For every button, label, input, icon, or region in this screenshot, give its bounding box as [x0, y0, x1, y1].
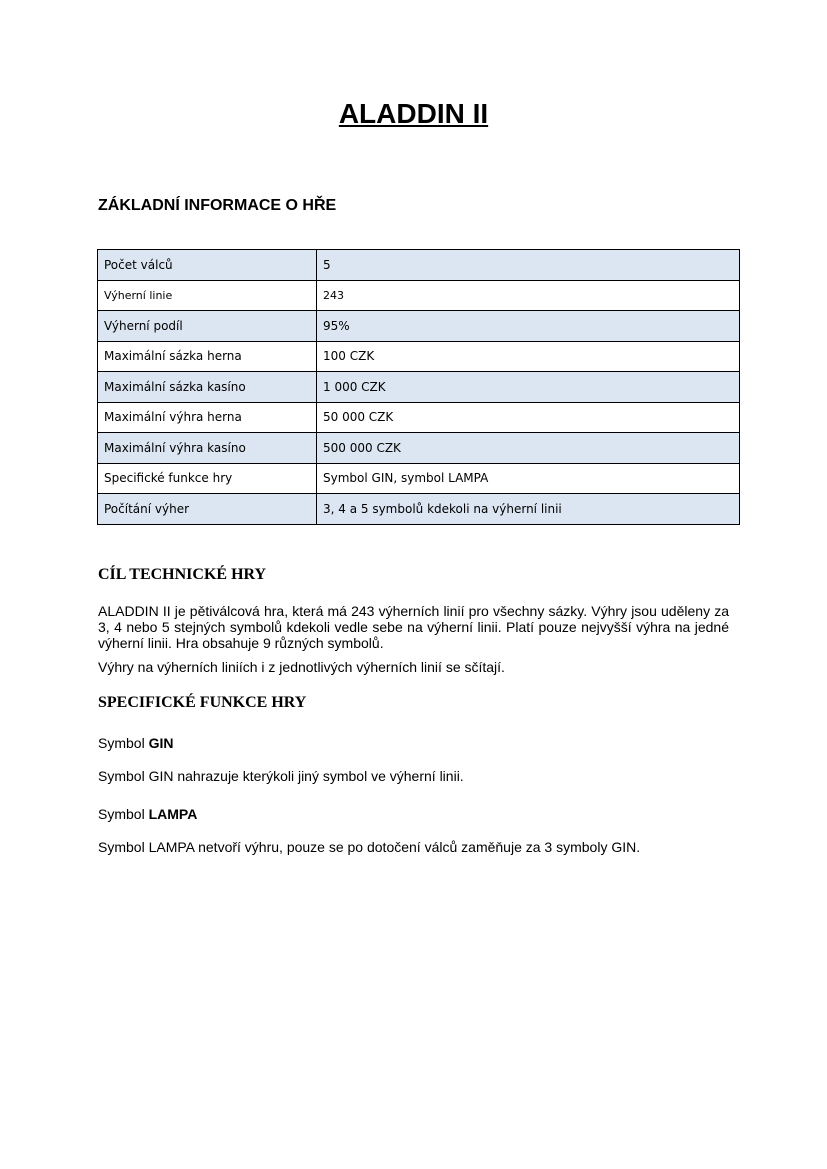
- gin-name: GIN: [148, 735, 174, 751]
- section-heading-features: SPECIFICKÉ FUNKCE HRY: [98, 694, 307, 711]
- section-heading-goal: CÍL TECHNICKÉ HRY: [98, 566, 267, 583]
- row-value: 95%: [317, 311, 740, 342]
- row-value: 243: [317, 280, 740, 311]
- row-label: Počet válců: [98, 250, 317, 281]
- lampa-heading: [98, 806, 729, 822]
- row-value: Symbol GIN, symbol LAMPA: [317, 463, 740, 494]
- info-table: [97, 249, 740, 525]
- lampa-name: LAMPA: [148, 806, 198, 822]
- gin-description: Symbol GIN nahrazuje kterýkoli jiný symbol ve výherní linii.: [98, 768, 464, 784]
- row-value: 500 000 CZK: [317, 433, 740, 464]
- goal-paragraph: ALADDIN II je pětiválcová hra, která má 243 výherních linií pro všechny sázky. Výhry jsou uděleny za 3, 4 nebo 5 stejných symbolů kdekoli vedle sebe na výherní linii. Platí pouze nejvyšší výhra na jedné výherní linii. Hra obsahuje 9 různých symbolů.: [98, 603, 729, 651]
- lampa-description: Symbol LAMPA netvoří výhru, pouze se po dotočení válců zaměňuje za 3 symboly GIN.: [98, 839, 641, 855]
- lampa-prefix: Symbol: [98, 806, 149, 822]
- row-label: Maximální výhra herna: [98, 402, 317, 433]
- gin-prefix: Symbol: [98, 735, 149, 751]
- row-label: Specifické funkce hry: [98, 463, 317, 494]
- table-row: [98, 311, 740, 342]
- row-label: Výherní podíl: [98, 311, 317, 342]
- table-row: [98, 494, 740, 525]
- table-row: [98, 341, 740, 372]
- row-value: 100 CZK: [317, 341, 740, 372]
- table-row: [98, 433, 740, 464]
- section-heading-basic-info: ZÁKLADNÍ INFORMACE O HŘE: [98, 197, 337, 214]
- page-title: ALADDIN II: [338, 98, 489, 129]
- table-row: [98, 463, 740, 494]
- gin-heading: [98, 735, 729, 751]
- table-row: [98, 250, 740, 281]
- table-row: [98, 280, 740, 311]
- row-label: Maximální sázka kasíno: [98, 372, 317, 403]
- row-value: 50 000 CZK: [317, 402, 740, 433]
- table-row: [98, 402, 740, 433]
- row-label: Maximální sázka herna: [98, 341, 317, 372]
- row-label: Výherní linie: [98, 280, 317, 311]
- row-label: Maximální výhra kasíno: [98, 433, 317, 464]
- table-row: [98, 372, 740, 403]
- row-value: 3, 4 a 5 symbolů kdekoli na výherní linii: [317, 494, 740, 525]
- row-value: 5: [317, 250, 740, 281]
- goal-paragraph-2: Výhry na výherních liniích i z jednotlivých výherních linií se sčítají.: [98, 659, 505, 675]
- row-label: Počítání výher: [98, 494, 317, 525]
- row-value: 1 000 CZK: [317, 372, 740, 403]
